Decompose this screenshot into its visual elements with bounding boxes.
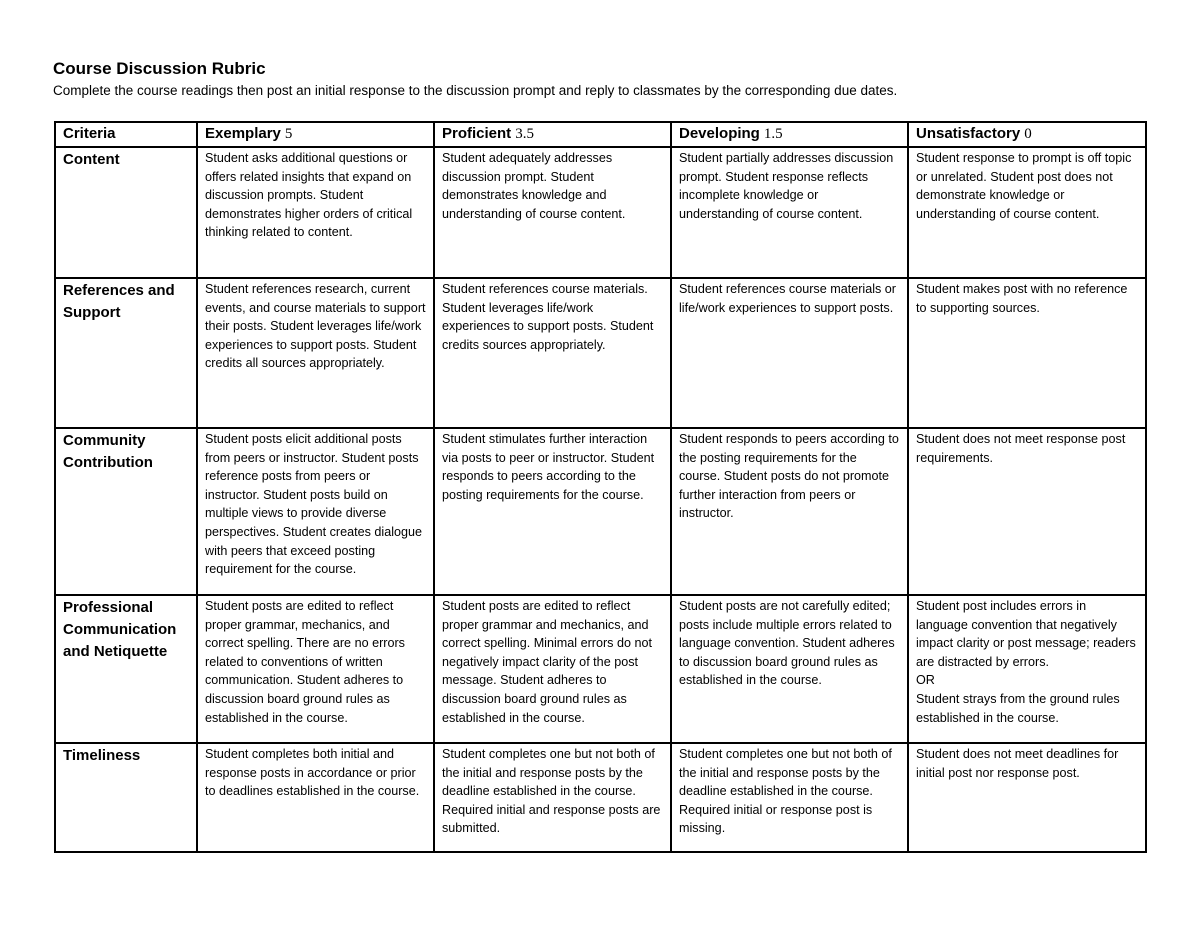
header-label: Developing <box>679 125 760 142</box>
page-subtitle: Complete the course readings then post an initial response to the discussion prompt and reply to classmates by the corresponding due dates. <box>53 83 898 98</box>
developing-cell: Student posts are not carefully edited; posts include multiple errors related to language convention. Student adheres to discussion board ground rules as established in the course. <box>671 595 908 743</box>
page-title: Course Discussion Rubric <box>53 59 266 78</box>
criteria-cell: Professional Communication and Netiquette <box>55 595 197 743</box>
header-label: Unsatisfactory <box>916 125 1021 142</box>
unsatisfactory-cell: Student does not meet deadlines for initial post nor response post. <box>908 743 1146 852</box>
header-proficient <box>434 122 671 147</box>
proficient-cell: Student adequately addresses discussion prompt. Student demonstrates knowledge and understanding of course content. <box>434 147 671 278</box>
header-score: 3.5 <box>515 126 534 142</box>
unsatisfactory-cell: Student makes post with no reference to supporting sources. <box>908 278 1146 428</box>
table-row <box>55 278 1146 428</box>
header-label: Proficient <box>442 125 512 142</box>
exemplary-cell: Student references research, current events, and course materials to support their posts. Student leverages life/work experiences to support posts. Student credits all sources appropriately. <box>197 278 434 428</box>
developing-cell: Student references course materials or life/work experiences to support posts. <box>671 278 908 428</box>
criteria-cell: Content <box>55 147 197 278</box>
header-row <box>55 122 1146 147</box>
developing-cell: Student responds to peers according to the posting requirements for the course. Student posts do not promote further interaction from peers or instructor. <box>671 428 908 595</box>
exemplary-cell: Student completes both initial and response posts in accordance or prior to deadlines established in the course. <box>197 743 434 852</box>
criteria-cell: Community Contribution <box>55 428 197 595</box>
table-row <box>55 147 1146 278</box>
unsatisfactory-cell: Student post includes errors in language convention that negatively impact clarity or post message; readers are distracted by errors. OR Student strays from the ground rules established in the course. <box>908 595 1146 743</box>
rubric-table <box>54 121 1147 853</box>
table-row <box>55 743 1146 852</box>
developing-cell: Student partially addresses discussion prompt. Student response reflects incomplete knowledge or understanding of course content. <box>671 147 908 278</box>
table-row <box>55 428 1146 595</box>
criteria-cell: References and Support <box>55 278 197 428</box>
header-score: 1.5 <box>763 126 783 142</box>
header-developing <box>671 122 908 147</box>
header-score: 0 <box>1024 126 1032 142</box>
criteria-cell: Timeliness <box>55 743 197 852</box>
proficient-cell: Student posts are edited to reflect proper grammar and mechanics, and correct spelling. Minimal errors do not negatively impact clarity of the post message. Student adheres to discussion board ground rules as established in the course. <box>434 595 671 743</box>
header-label: Criteria <box>63 125 116 142</box>
proficient-cell: Student stimulates further interaction via posts to peer or instructor. Student responds to peers according to the posting requirements for the course. <box>434 428 671 595</box>
table-row <box>55 595 1146 743</box>
exemplary-cell: Student posts elicit additional posts from peers or instructor. Student posts reference posts from peers or instructor. Student posts build on multiple views to provide diverse perspectives. Student creates dialogue with peers that exceed posting requirement for the course. <box>197 428 434 595</box>
header-unsatisfactory <box>908 122 1146 147</box>
header-label: Exemplary <box>205 125 281 142</box>
proficient-cell: Student completes one but not both of the initial and response posts by the deadline established in the course. Required initial and response posts are submitted. <box>434 743 671 852</box>
developing-cell: Student completes one but not both of the initial and response posts by the deadline established in the course. Required initial or response post is missing. <box>671 743 908 852</box>
header-criteria <box>55 122 197 147</box>
proficient-cell: Student references course materials. Student leverages life/work experiences to support posts. Student credits sources appropriately. <box>434 278 671 428</box>
exemplary-cell: Student posts are edited to reflect proper grammar, mechanics, and correct spelling. There are no errors related to conventions of written communication. Student adheres to discussion board ground rules as established in the course. <box>197 595 434 743</box>
unsatisfactory-cell: Student response to prompt is off topic or unrelated. Student post does not demonstrate knowledge or understanding of course content. <box>908 147 1146 278</box>
header-score: 5 <box>284 126 293 142</box>
header-exemplary <box>197 122 434 147</box>
unsatisfactory-cell: Student does not meet response post requirements. <box>908 428 1146 595</box>
exemplary-cell: Student asks additional questions or offers related insights that expand on discussion prompts. Student demonstrates higher orders of critical thinking related to content. <box>197 147 434 278</box>
